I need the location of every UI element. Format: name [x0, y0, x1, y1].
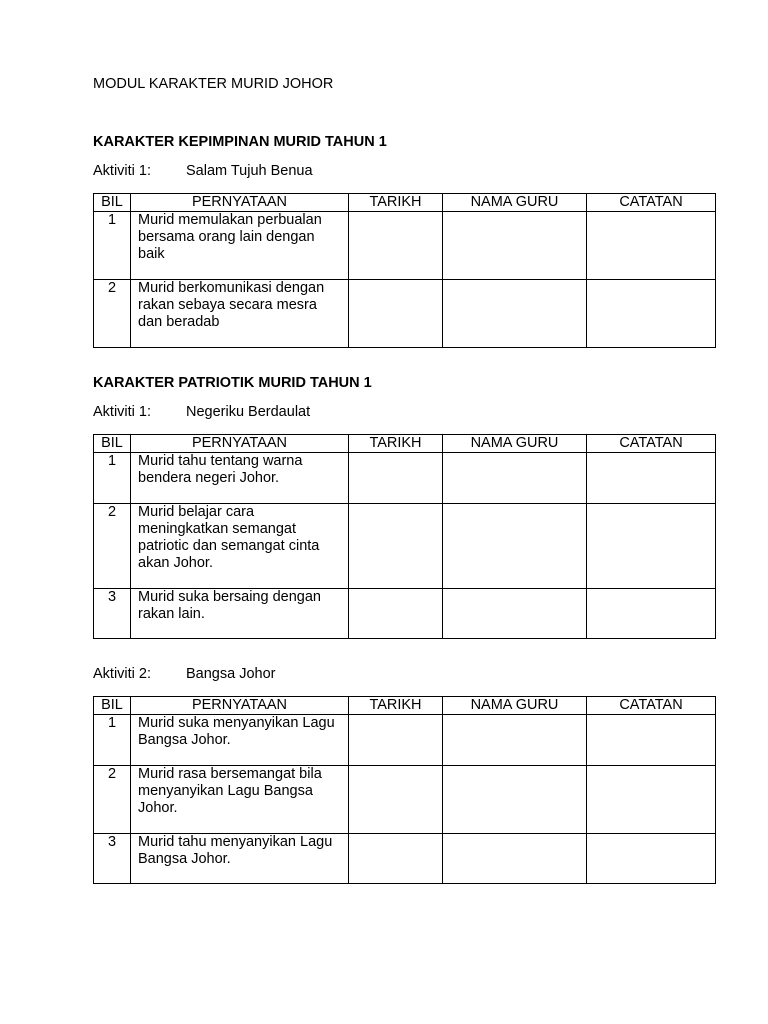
header-bil: BIL	[94, 435, 131, 453]
header-catatan: CATATAN	[587, 697, 716, 715]
row-catatan-cell[interactable]	[587, 589, 716, 639]
row-tarikh-cell[interactable]	[349, 280, 443, 348]
table-row	[94, 715, 716, 766]
activity-name: Negeriku Berdaulat	[186, 404, 311, 420]
row-tarikh-cell[interactable]	[349, 212, 443, 280]
table-header-row	[94, 435, 716, 453]
row-tarikh-cell[interactable]	[349, 504, 443, 589]
activity-label: Aktiviti 1:	[93, 404, 152, 420]
header-bil: BIL	[94, 194, 131, 212]
row-nama-guru-cell[interactable]	[443, 589, 587, 639]
section-heading-kepimpinan: KARAKTER KEPIMPINAN MURID TAHUN 1	[93, 134, 387, 150]
activity-line	[93, 404, 310, 420]
row-catatan-cell[interactable]	[587, 715, 716, 766]
row-tarikh-cell[interactable]	[349, 453, 443, 504]
row-tarikh-cell[interactable]	[349, 715, 443, 766]
table-row	[94, 589, 716, 639]
row-bil: 3	[94, 589, 131, 639]
header-nama-guru: NAMA GURU	[443, 435, 587, 453]
table-row	[94, 453, 716, 504]
row-catatan-cell[interactable]	[587, 766, 716, 834]
table-row	[94, 280, 716, 348]
row-bil: 2	[94, 766, 131, 834]
row-statement: Murid suka bersaing dengan rakan lain.	[131, 589, 349, 639]
row-catatan-cell[interactable]	[587, 212, 716, 280]
row-tarikh-cell[interactable]	[349, 589, 443, 639]
row-statement: Murid suka menyanyikan Lagu Bangsa Johor.	[131, 715, 349, 766]
header-nama-guru: NAMA GURU	[443, 194, 587, 212]
row-statement: Murid tahu tentang warna bendera negeri Johor.	[131, 453, 349, 504]
row-catatan-cell[interactable]	[587, 453, 716, 504]
row-nama-guru-cell[interactable]	[443, 715, 587, 766]
checklist-table-negeriku	[93, 434, 716, 639]
row-bil: 3	[94, 834, 131, 884]
activity-line	[93, 666, 275, 682]
header-tarikh: TARIKH	[349, 194, 443, 212]
row-nama-guru-cell[interactable]	[443, 453, 587, 504]
header-pernyataan: PERNYATAAN	[131, 194, 349, 212]
row-bil: 2	[94, 280, 131, 348]
header-pernyataan: PERNYATAAN	[131, 697, 349, 715]
row-tarikh-cell[interactable]	[349, 834, 443, 884]
row-statement: Murid memulakan perbualan bersama orang lain dengan baik	[131, 212, 349, 280]
row-catatan-cell[interactable]	[587, 280, 716, 348]
header-tarikh: TARIKH	[349, 697, 443, 715]
document-title: MODUL KARAKTER MURID JOHOR	[93, 76, 334, 92]
table-row	[94, 834, 716, 884]
activity-name: Salam Tujuh Benua	[186, 163, 313, 179]
activity-label: Aktiviti 2:	[93, 666, 152, 682]
row-nama-guru-cell[interactable]	[443, 280, 587, 348]
table-row	[94, 766, 716, 834]
row-nama-guru-cell[interactable]	[443, 504, 587, 589]
header-pernyataan: PERNYATAAN	[131, 435, 349, 453]
table-row	[94, 212, 716, 280]
row-nama-guru-cell[interactable]	[443, 212, 587, 280]
table-header-row	[94, 194, 716, 212]
row-bil: 1	[94, 453, 131, 504]
row-statement: Murid tahu menyanyikan Lagu Bangsa Johor.	[131, 834, 349, 884]
table-row	[94, 504, 716, 589]
header-tarikh: TARIKH	[349, 435, 443, 453]
table-header-row	[94, 697, 716, 715]
row-statement: Murid rasa bersemangat bila menyanyikan Lagu Bangsa Johor.	[131, 766, 349, 834]
row-statement: Murid belajar cara meningkatkan semangat patriotic dan semangat cinta akan Johor.	[131, 504, 349, 589]
header-bil: BIL	[94, 697, 131, 715]
row-bil: 1	[94, 715, 131, 766]
row-bil: 2	[94, 504, 131, 589]
row-nama-guru-cell[interactable]	[443, 834, 587, 884]
header-catatan: CATATAN	[587, 435, 716, 453]
activity-name: Bangsa Johor	[186, 666, 276, 682]
header-catatan: CATATAN	[587, 194, 716, 212]
checklist-table-kepimpinan	[93, 193, 716, 348]
checklist-table-bangsa-johor	[93, 696, 716, 884]
row-catatan-cell[interactable]	[587, 834, 716, 884]
row-bil: 1	[94, 212, 131, 280]
row-nama-guru-cell[interactable]	[443, 766, 587, 834]
row-statement: Murid berkomunikasi dengan rakan sebaya secara mesra dan beradab	[131, 280, 349, 348]
activity-label: Aktiviti 1:	[93, 163, 152, 179]
header-nama-guru: NAMA GURU	[443, 697, 587, 715]
section-heading-patriotik: KARAKTER PATRIOTIK MURID TAHUN 1	[93, 375, 372, 391]
row-catatan-cell[interactable]	[587, 504, 716, 589]
row-tarikh-cell[interactable]	[349, 766, 443, 834]
activity-line	[93, 163, 313, 179]
